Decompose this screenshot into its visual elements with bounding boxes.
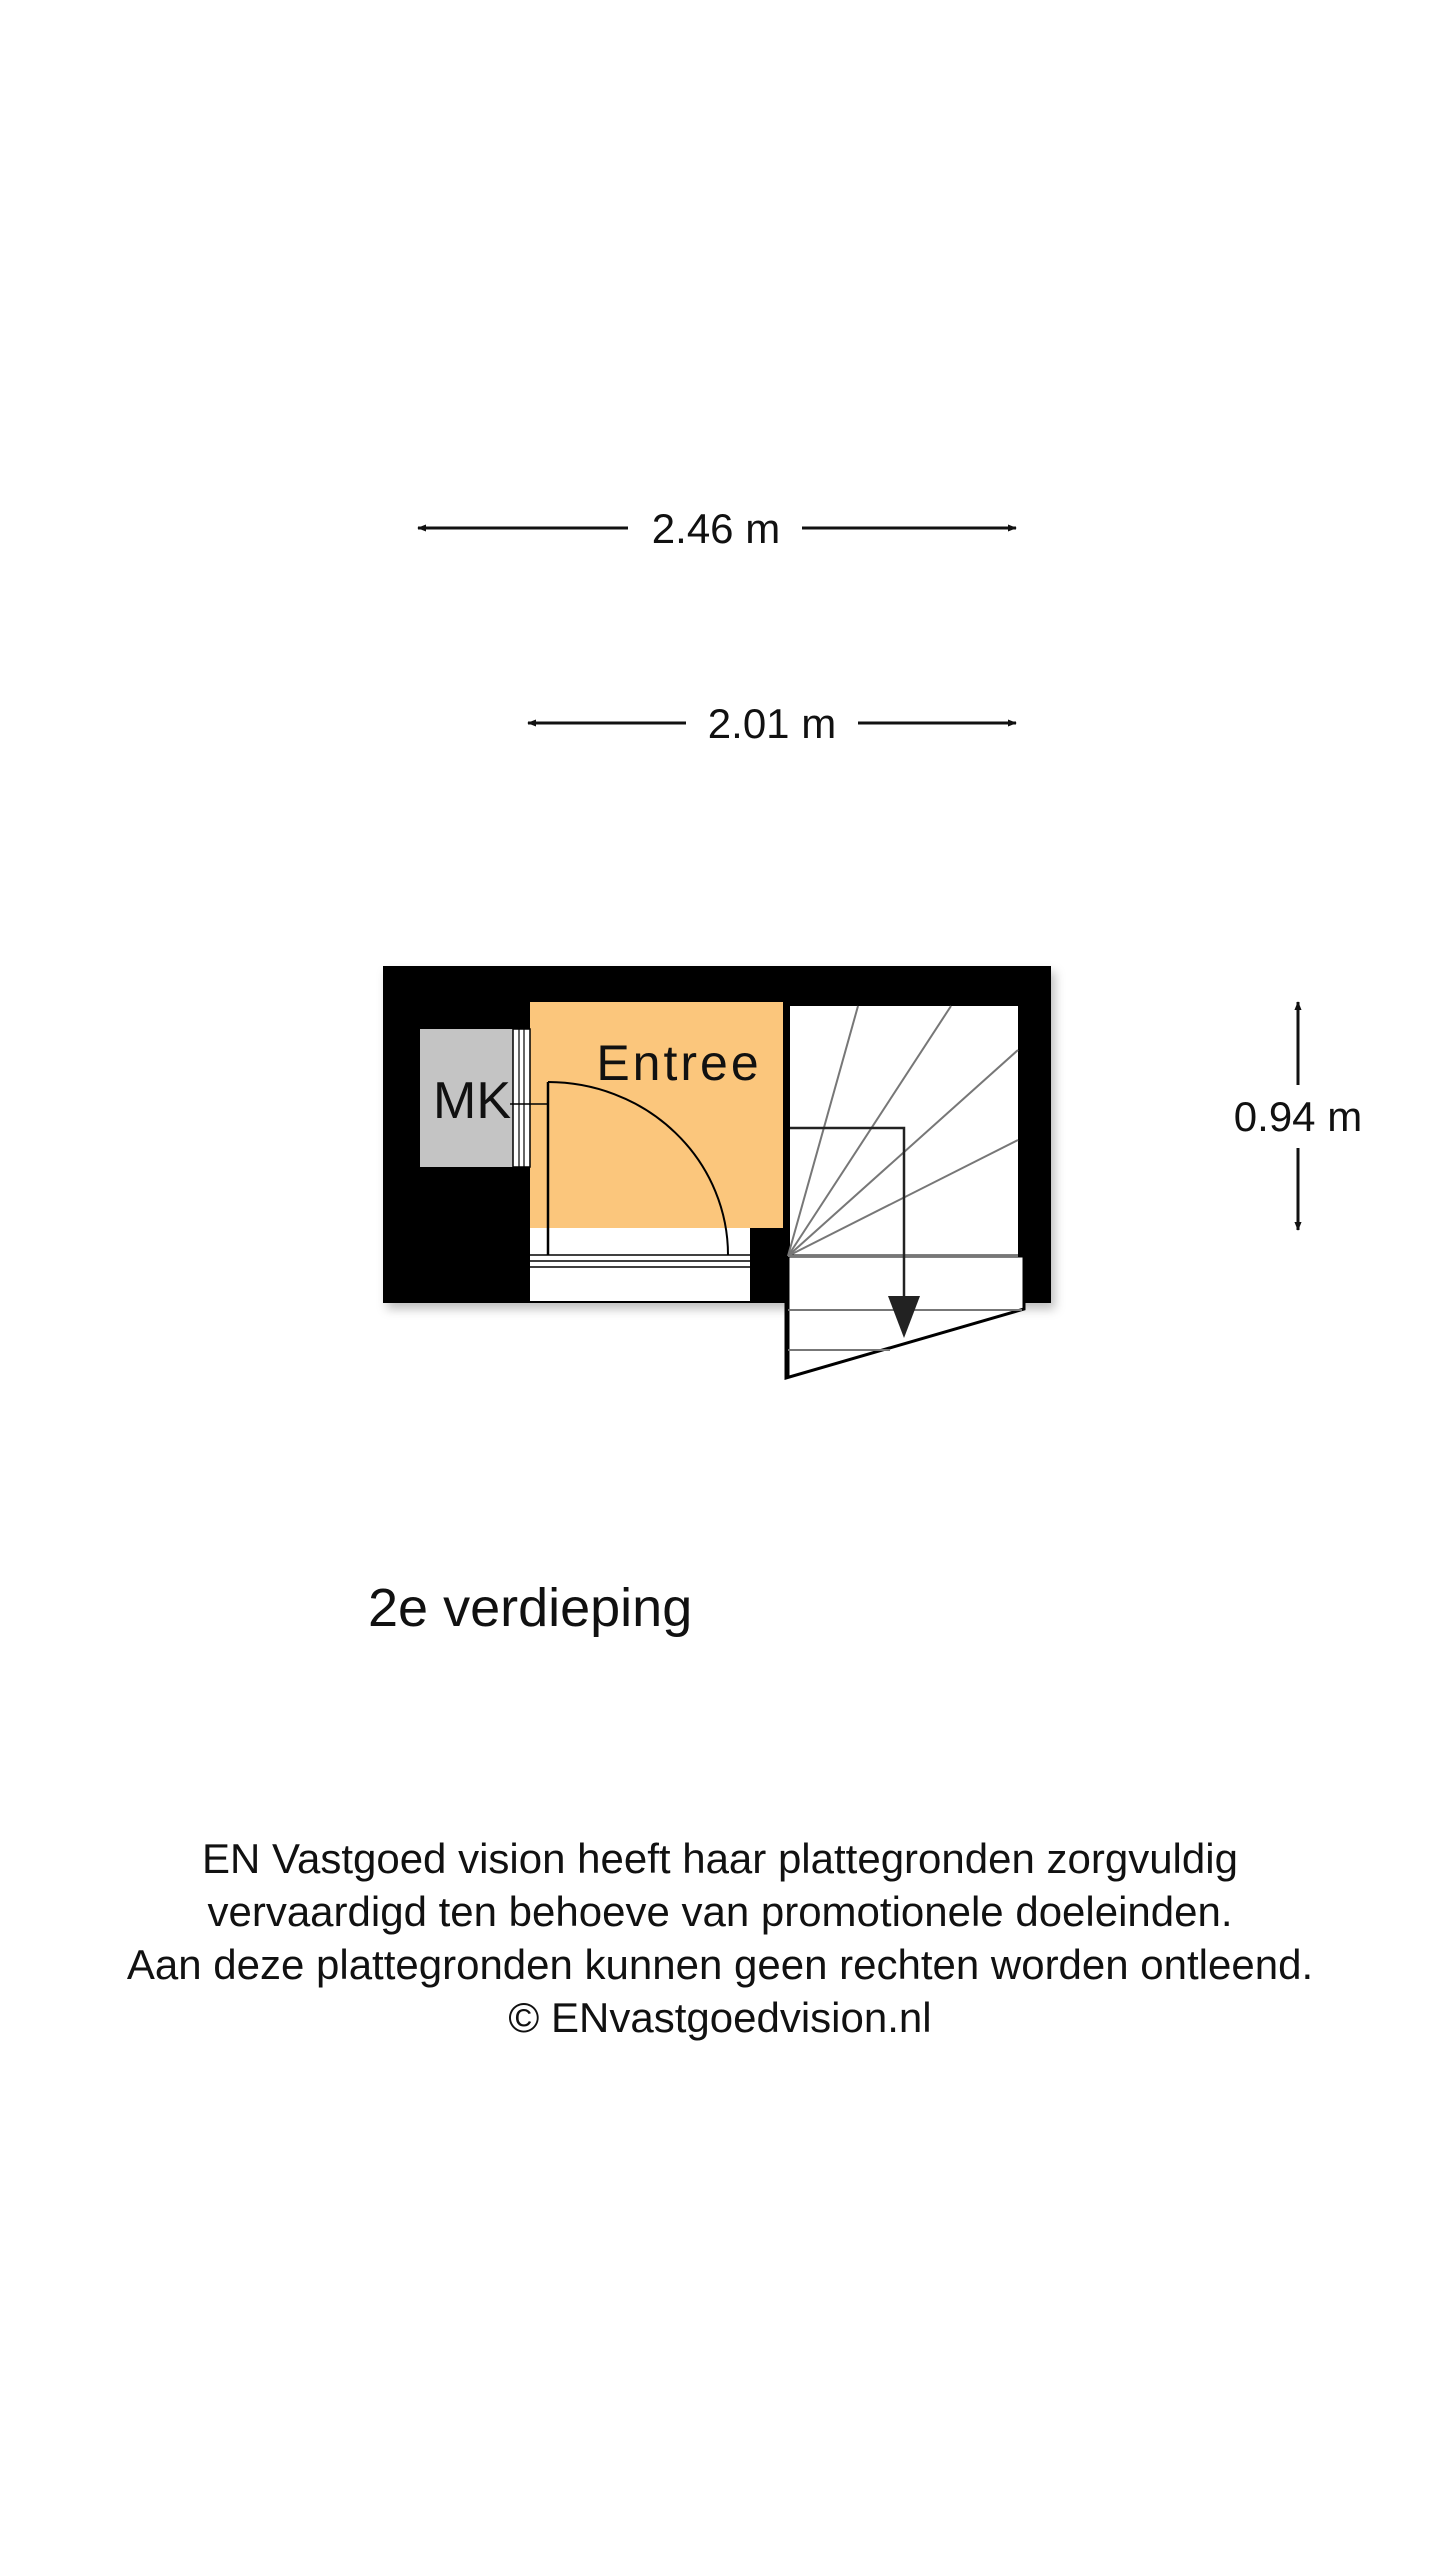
room-label-meterkast: MK bbox=[433, 1072, 511, 1130]
wall-pier bbox=[750, 1236, 786, 1303]
floorplan bbox=[383, 966, 1051, 1378]
door-opening bbox=[530, 1228, 750, 1301]
disclaimer-line: vervaardigd ten behoeve van promotionele doeleinden. bbox=[207, 1888, 1233, 1935]
disclaimer-line: EN Vastgoed vision heeft haar plattegronden zorgvuldig bbox=[202, 1835, 1238, 1882]
floor-label: 2e verdieping bbox=[368, 1578, 693, 1638]
dimension-label-depth: 0.94 m bbox=[1233, 1093, 1363, 1140]
dimension-label-total-width: 2.46 m bbox=[651, 505, 781, 552]
dimension-depth bbox=[1234, 1002, 1362, 1230]
room-label-entree: Entree bbox=[596, 1035, 762, 1091]
dimension-inner-width bbox=[528, 700, 1016, 747]
dimension-total-width bbox=[418, 505, 1016, 552]
staircase bbox=[786, 1004, 1024, 1378]
disclaimer bbox=[0, 1832, 1440, 2044]
disclaimer-line: Aan deze plattegronden kunnen geen rechten worden ontleend. bbox=[126, 1941, 1314, 1988]
disclaimer-copyright: © ENvastgoedvision.nl bbox=[508, 1994, 932, 2041]
meterkast-door-frame bbox=[513, 1029, 530, 1167]
dimension-label-inner-width: 2.01 m bbox=[707, 700, 837, 747]
